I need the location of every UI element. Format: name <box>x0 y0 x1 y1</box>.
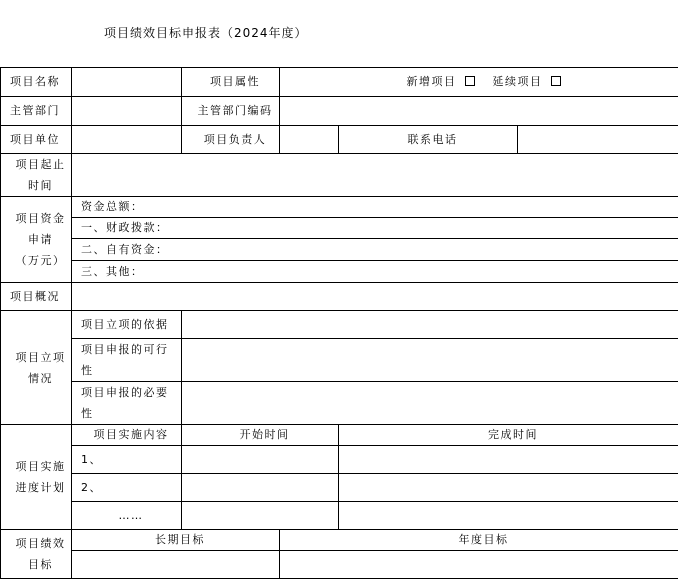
funds-application-label: 项目资金 申请 （万元） <box>1 197 72 283</box>
feasibility-cell[interactable] <box>182 339 678 382</box>
supervising-dept-code-label: 主管部门编码 <box>182 97 280 126</box>
project-name-label: 项目名称 <box>1 68 72 97</box>
project-attribute-label: 项目属性 <box>182 68 280 97</box>
project-unit-cell[interactable] <box>72 126 182 154</box>
new-project-label: 新增项目 <box>406 75 457 88</box>
project-period-label: 项目起止 时间 <box>1 154 72 197</box>
project-manager-label: 项目负责人 <box>182 126 280 154</box>
content-header: 项目实施内容 <box>72 425 182 446</box>
project-name-cell[interactable] <box>72 68 182 97</box>
project-establishment-label: 项目立项 情况 <box>1 311 72 425</box>
performance-goals-label: 项目绩效 目标 <box>1 530 72 579</box>
continuing-project-checkbox[interactable] <box>551 76 561 86</box>
establishment-basis-cell[interactable] <box>182 311 678 339</box>
project-unit-label: 项目单位 <box>1 126 72 154</box>
end-time-header: 完成时间 <box>339 425 678 446</box>
funds-other-row[interactable]: 三、其他： <box>72 261 678 283</box>
schedule-item-2-end[interactable] <box>339 474 678 502</box>
new-project-checkbox[interactable] <box>465 76 475 86</box>
funds-own-row[interactable]: 二、自有资金： <box>72 239 678 261</box>
start-time-header: 开始时间 <box>182 425 339 446</box>
schedule-item-2[interactable]: 2、 <box>72 474 182 502</box>
project-period-cell[interactable] <box>72 154 678 197</box>
schedule-item-1-start[interactable] <box>182 446 339 474</box>
contact-phone-label: 联系电话 <box>339 126 518 154</box>
schedule-more-end[interactable] <box>339 502 678 530</box>
necessity-label: 项目申报的必要 性 <box>72 382 182 425</box>
project-manager-cell[interactable] <box>280 126 339 154</box>
contact-phone-cell[interactable] <box>518 126 678 154</box>
schedule-item-1-end[interactable] <box>339 446 678 474</box>
annual-goals-cell[interactable] <box>280 551 678 579</box>
schedule-item-1[interactable]: 1、 <box>72 446 182 474</box>
annual-goals-header: 年度目标 <box>280 530 678 551</box>
schedule-item-2-start[interactable] <box>182 474 339 502</box>
long-term-goals-header: 长期目标 <box>72 530 280 551</box>
supervising-dept-code-cell[interactable] <box>280 97 678 126</box>
funds-total-row[interactable]: 资金总额： <box>72 197 678 218</box>
continuing-project-label: 延续项目 <box>492 75 543 88</box>
project-attribute-cell <box>280 68 678 97</box>
form-title: 项目绩效目标申报表（2024年度） <box>104 26 308 40</box>
implementation-schedule-label: 项目实施 进度计划 <box>1 425 72 530</box>
necessity-cell[interactable] <box>182 382 678 425</box>
funds-fiscal-row[interactable]: 一、财政拨款： <box>72 218 678 239</box>
project-overview-cell[interactable] <box>72 283 678 311</box>
project-overview-label: 项目概况 <box>1 283 72 311</box>
establishment-basis-label: 项目立项的依据 <box>72 311 182 339</box>
supervising-dept-cell[interactable] <box>72 97 182 126</box>
long-term-goals-cell[interactable] <box>72 551 280 579</box>
schedule-more-items: …… <box>72 502 182 530</box>
application-form-table <box>0 67 678 579</box>
schedule-more-start[interactable] <box>182 502 339 530</box>
feasibility-label: 项目申报的可行 性 <box>72 339 182 382</box>
supervising-dept-label: 主管部门 <box>1 97 72 126</box>
